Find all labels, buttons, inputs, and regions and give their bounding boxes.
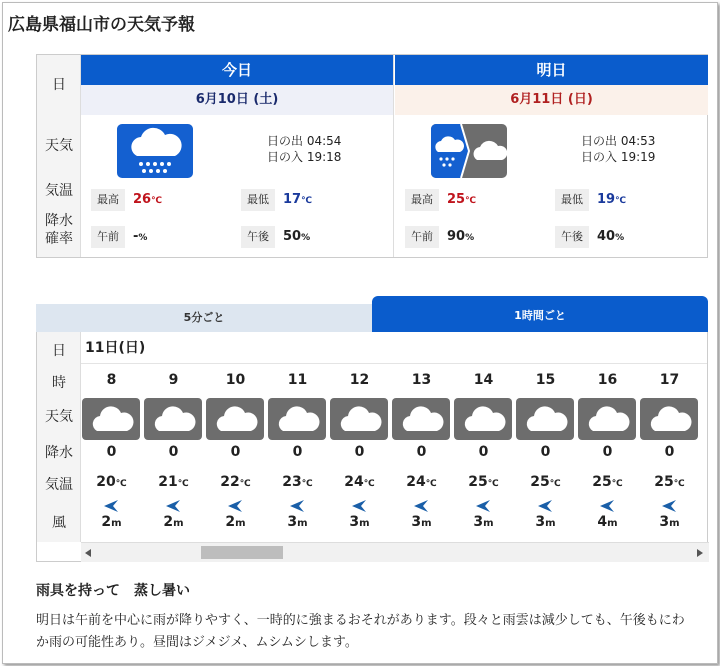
scroll-thumb[interactable] [201,546,283,559]
wind-direction-arrow-icon [351,498,367,512]
tomorrow-high [447,189,476,212]
hour-label: 8 [106,372,117,388]
temp-unit: ℃ [425,479,437,489]
hour-wind [267,514,328,530]
hour-precip: 0 [478,444,489,460]
hour-temp [143,474,204,490]
wind-unit: m [235,518,246,529]
row-label-weather: 天気 [45,138,73,154]
hour-column [453,364,514,542]
hourly-label-hour: 時 [52,375,66,391]
today-am-value: - [133,229,139,244]
temp-unit: ℃ [549,479,561,489]
hourly-forecast-table [36,332,708,562]
wind-unit: m [421,518,432,529]
hour-precip: 0 [168,444,179,460]
tomorrow-high-value: 25 [447,192,466,207]
hour-wind [639,514,700,530]
forecast-headline: 雨具を持って 蒸し暑い [36,583,190,599]
tab-hourly[interactable]: 1時間ごと [372,296,708,332]
wind-direction-arrow-icon [103,498,119,512]
percent-unit: % [465,233,475,243]
hour-wind-value: 3 [535,514,546,530]
wind-unit: m [545,518,556,529]
hourly-label-precip: 降水 [45,445,73,461]
cloudy-icon [268,398,326,440]
hour-temp [577,474,638,490]
hour-wind [453,514,514,530]
horizontal-scrollbar[interactable] [81,542,709,562]
today-high-value: 26 [133,192,152,207]
hour-wind [391,514,452,530]
hour-label: 16 [597,372,618,388]
temp-unit: ℃ [673,479,685,489]
hour-wind [329,514,390,530]
today-column [81,55,394,257]
hour-temp [639,474,700,490]
wind-unit: m [111,518,122,529]
wind-direction-arrow-icon [537,498,553,512]
hour-label: 9 [168,372,179,388]
temp-unit: ℃ [615,196,626,206]
tomorrow-sunrise: 日の出 04:53 [581,134,656,148]
temp-unit: ℃ [115,479,127,489]
tab-five-minutes[interactable]: 5分ごと [36,304,372,332]
hour-temp [515,474,576,490]
hour-wind [515,514,576,530]
percent-unit: % [138,233,148,243]
today-high [133,189,162,212]
temp-unit: ℃ [487,479,499,489]
hour-temp-value: 24 [406,474,426,490]
hour-temp-value: 25 [592,474,612,490]
cloudy-icon [392,398,450,440]
hour-precip: 0 [292,444,303,460]
hour-wind-value: 3 [473,514,484,530]
temp-unit: ℃ [239,479,251,489]
hour-temp-value: 25 [530,474,550,490]
wind-direction-arrow-icon [661,498,677,512]
tomorrow-high-label: 最高 [405,189,439,211]
hour-label: 17 [659,372,680,388]
row-label-temp: 気温 [45,183,73,199]
tomorrow-pm-precip [597,226,624,249]
tomorrow-low [597,189,626,212]
hourly-label-temp: 気温 [45,477,73,493]
hour-wind [205,514,266,530]
cloudy-icon [516,398,574,440]
hour-label: 13 [411,372,432,388]
hourly-label-weather: 天気 [45,409,73,425]
today-header: 今日 [81,55,393,85]
hour-wind [143,514,204,530]
page-title: 広島県福山市の天気予報 [8,15,195,35]
wind-unit: m [173,518,184,529]
hour-column [205,364,266,542]
hour-precip: 0 [602,444,613,460]
percent-unit: % [301,233,311,243]
hour-temp [391,474,452,490]
rain-then-cloudy-icon [431,124,507,178]
wind-unit: m [359,518,370,529]
hour-precip: 0 [230,444,241,460]
tomorrow-low-value: 19 [597,192,616,207]
rain-icon [117,124,193,178]
hour-precip: 0 [106,444,117,460]
hour-wind-value: 3 [349,514,360,530]
hour-label: 15 [535,372,556,388]
hour-wind-value: 2 [101,514,112,530]
hourly-label-wind: 風 [52,515,66,531]
hourly-label-day: 日 [52,343,66,359]
daily-row-labels [37,55,81,257]
cloudy-icon [144,398,202,440]
today-pm-value: 50 [283,229,302,244]
tomorrow-date: 6月11日 (日) [395,85,708,115]
temp-unit: ℃ [301,196,312,206]
today-high-label: 最高 [91,189,125,211]
wind-unit: m [483,518,494,529]
temp-unit: ℃ [363,479,375,489]
hour-temp [267,474,328,490]
hour-wind-value: 2 [225,514,236,530]
hour-precip: 0 [664,444,675,460]
hourly-day: 11日(日) [81,332,707,364]
hour-wind [81,514,142,530]
hour-precip: 0 [540,444,551,460]
hour-column [391,364,452,542]
hour-column [143,364,204,542]
tomorrow-sunset: 日の入 19:19 [581,150,656,164]
hour-column [267,364,328,542]
today-pm-precip [283,226,310,249]
forecast-interval-tabs [36,296,708,332]
hour-wind-value: 3 [287,514,298,530]
today-sunset: 日の入 19:18 [267,150,342,164]
hour-label: 12 [349,372,370,388]
today-date: 6月10日 (土) [81,85,393,115]
hour-label: 10 [225,372,246,388]
hour-wind-value: 3 [659,514,670,530]
hourly-row-labels [37,332,81,542]
today-low-label: 最低 [241,189,275,211]
today-pm-label: 午後 [241,226,275,248]
tomorrow-column [395,55,708,257]
wind-direction-arrow-icon [413,498,429,512]
hour-label: 14 [473,372,494,388]
forecast-description: 明日は午前を中心に雨が降りやすく、一時的に強まるおそれがあります。段々と雨雲は減少しても、午後もにわか雨の可能性あり。昼間はジメジメ、ムシムシします。 [36,613,685,650]
wind-unit: m [669,518,680,529]
tomorrow-am-label: 午前 [405,226,439,248]
hour-column [577,364,638,542]
tomorrow-low-label: 最低 [555,189,589,211]
percent-unit: % [615,233,625,243]
hour-wind-value: 2 [163,514,174,530]
wind-direction-arrow-icon [227,498,243,512]
daily-forecast-table [36,54,708,258]
hour-temp-value: 25 [468,474,488,490]
hour-temp-value: 21 [158,474,178,490]
cloudy-icon [206,398,264,440]
hour-column [329,364,390,542]
temp-unit: ℃ [465,196,476,206]
scroll-right-arrow-icon[interactable] [697,549,703,557]
hour-label: 11 [287,372,308,388]
wind-direction-arrow-icon [289,498,305,512]
hour-temp [453,474,514,490]
hour-column [515,364,576,542]
row-label-precip-1: 降水 [45,213,73,229]
today-sunrise: 日の出 04:54 [267,134,342,148]
hour-column [81,364,142,542]
temp-unit: ℃ [177,479,189,489]
cloudy-icon [578,398,636,440]
today-am-precip [133,226,147,249]
hour-temp-value: 24 [344,474,364,490]
hour-temp-value: 25 [654,474,674,490]
cloudy-icon [640,398,698,440]
wind-unit: m [297,518,308,529]
temp-unit: ℃ [151,196,162,206]
hour-column [639,364,700,542]
hour-temp [81,474,142,490]
hour-wind-value: 3 [411,514,422,530]
tomorrow-header: 明日 [395,55,708,85]
tomorrow-pm-label: 午後 [555,226,589,248]
temp-unit: ℃ [301,479,313,489]
today-low [283,189,312,212]
cloudy-icon [330,398,388,440]
wind-direction-arrow-icon [475,498,491,512]
today-low-value: 17 [283,192,302,207]
wind-direction-arrow-icon [165,498,181,512]
row-label-day: 日 [52,77,66,93]
hour-temp [205,474,266,490]
hour-temp-value: 20 [96,474,116,490]
scroll-left-arrow-icon[interactable] [85,549,91,557]
hour-wind-value: 4 [597,514,608,530]
hour-temp-value: 23 [282,474,302,490]
cloudy-icon [454,398,512,440]
today-am-label: 午前 [91,226,125,248]
hour-precip: 0 [354,444,365,460]
hour-temp [329,474,390,490]
cloudy-icon [82,398,140,440]
wind-unit: m [607,518,618,529]
wind-direction-arrow-icon [599,498,615,512]
tomorrow-am-precip [447,226,474,249]
tomorrow-am-value: 90 [447,229,466,244]
hour-precip: 0 [416,444,427,460]
hour-wind [577,514,638,530]
hour-temp-value: 22 [220,474,240,490]
tomorrow-pm-value: 40 [597,229,616,244]
temp-unit: ℃ [611,479,623,489]
row-label-precip-2: 確率 [45,231,73,247]
